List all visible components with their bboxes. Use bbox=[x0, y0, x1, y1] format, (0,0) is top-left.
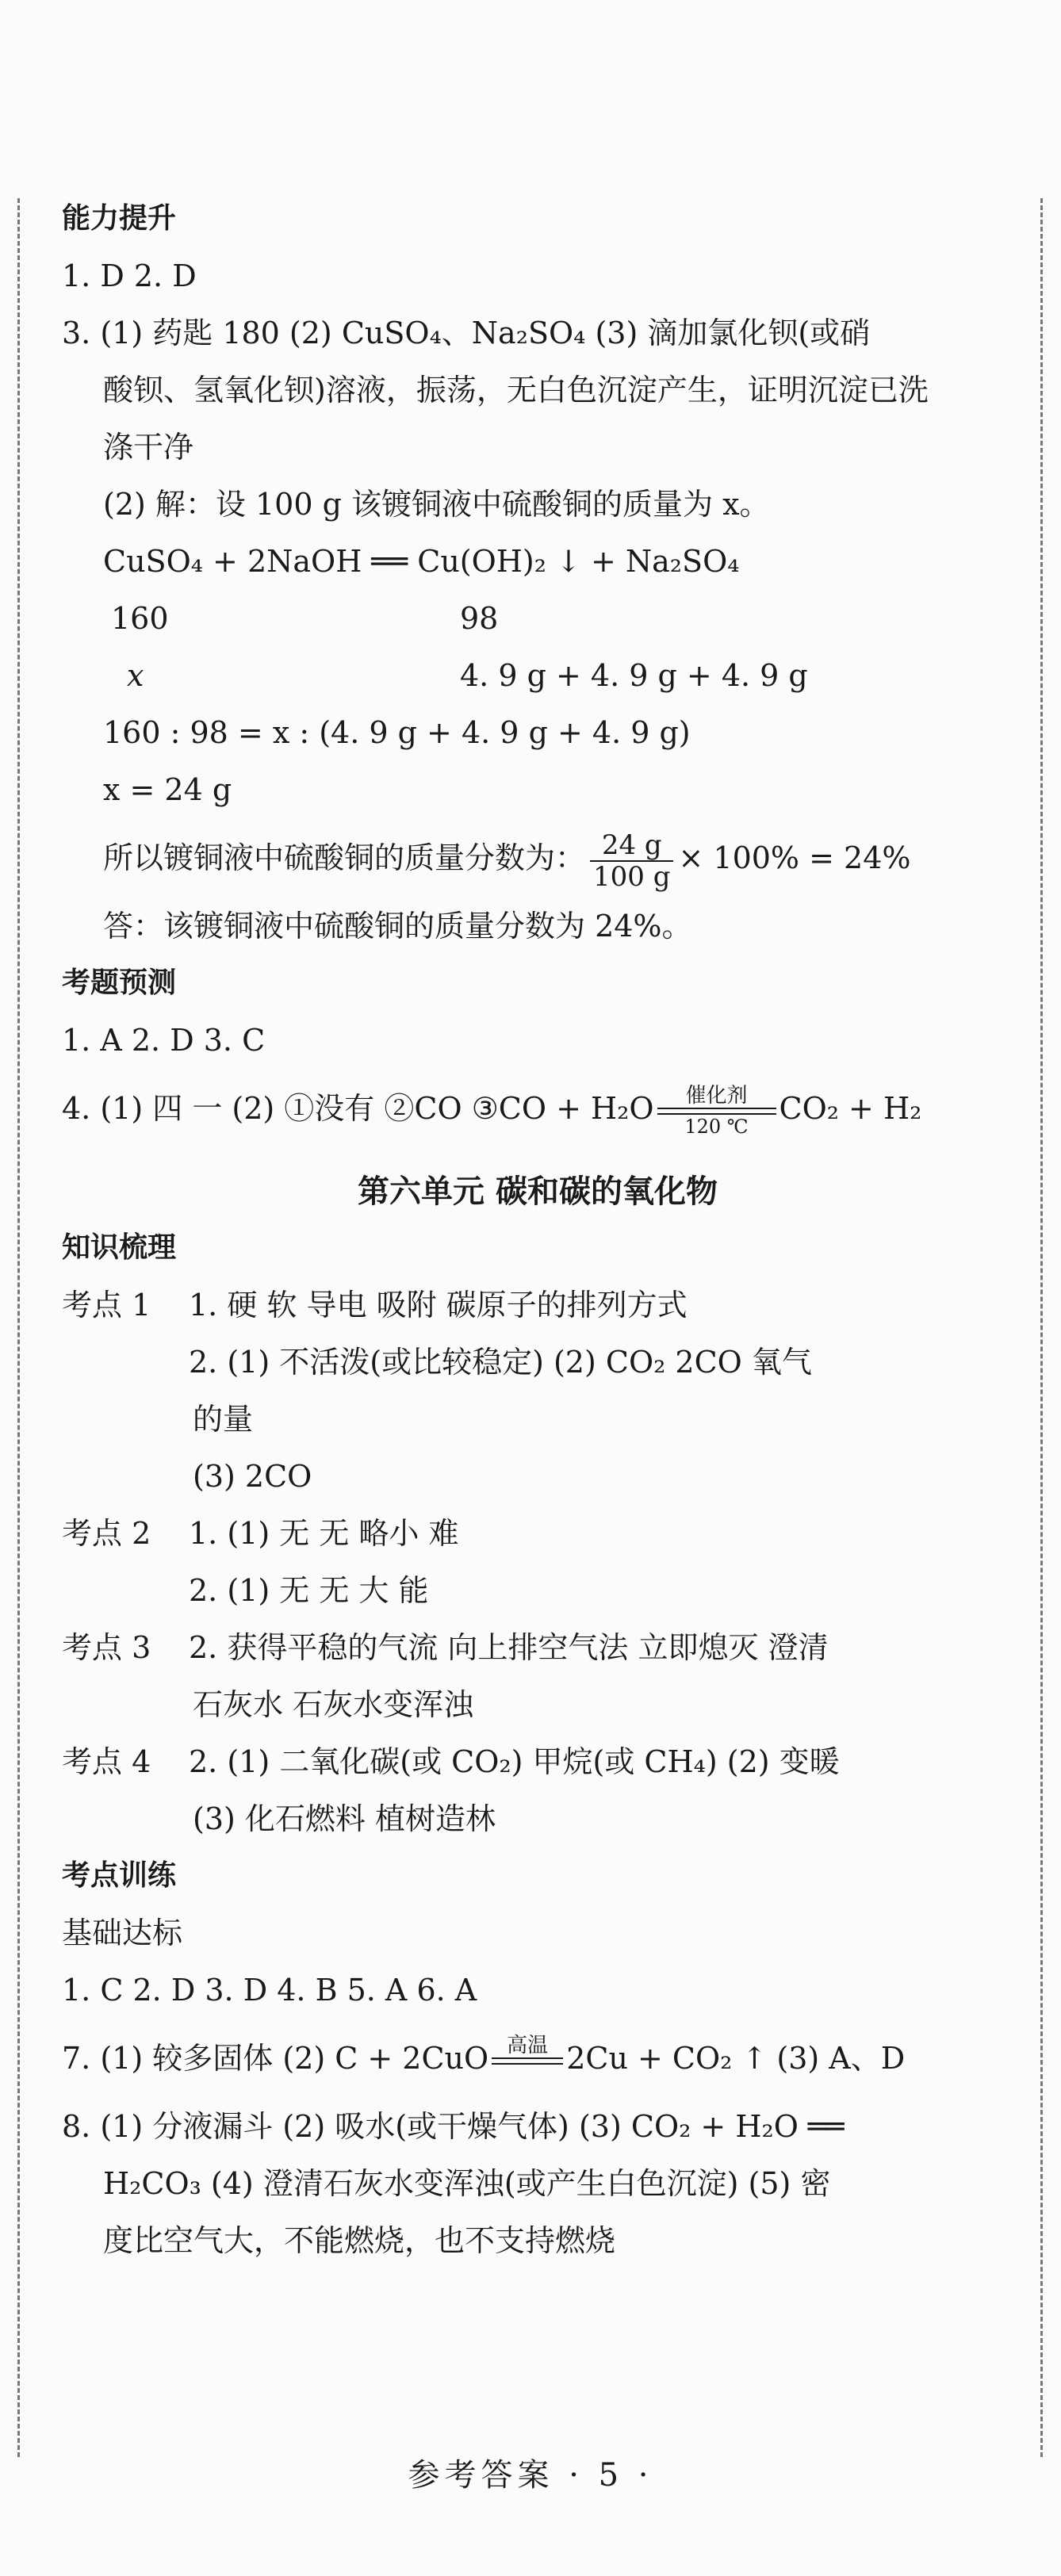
answer-line: 酸钡、氢氧化钡)溶液，振荡，无白色沉淀产生，证明沉淀已洗 bbox=[103, 373, 929, 408]
mass-label: 4. 9 g + 4. 9 g + 4. 9 g bbox=[460, 658, 808, 693]
reaction-condition bbox=[492, 2034, 563, 2088]
section-header-knowledge: 知识梳理 bbox=[62, 1231, 177, 1264]
answer-line: 1. A 2. D 3. C bbox=[62, 1023, 266, 1058]
kaodian-text: 1. (1) 无 无 略小 难 bbox=[189, 1516, 459, 1551]
kaodian-text: 石灰水 石灰水变浑浊 bbox=[193, 1687, 474, 1722]
kaodian-text: 2. 获得平稳的气流 向上排空气法 立即熄灭 澄清 bbox=[189, 1630, 829, 1665]
reaction-right: CO₂ + H₂ bbox=[779, 1091, 922, 1126]
equation-row bbox=[62, 590, 1013, 647]
reaction-left: 4. (1) 四 一 (2) ①没有 ②CO ③CO + H₂O bbox=[62, 1091, 654, 1126]
kaodian-row bbox=[62, 1505, 1013, 1562]
answer-line: 3. (1) 药匙 180 (2) CuSO₄、Na₂SO₄ (3) 滴加氯化钡(或硝 bbox=[62, 316, 871, 350]
kaodian-text: 2. (1) 无 无 大 能 bbox=[189, 1573, 429, 1608]
fraction-prefix: 所以镀铜液中硫酸铜的质量分数为： bbox=[103, 840, 586, 875]
page-edge-right-dashed bbox=[1040, 198, 1043, 2457]
subsection-label: 基础达标 bbox=[62, 1916, 183, 1950]
result-line: x = 24 g bbox=[103, 772, 232, 807]
kaodian-row bbox=[62, 1277, 1013, 1334]
kaodian-label: 考点 4 bbox=[62, 1744, 151, 1779]
answer-line: 涤干净 bbox=[103, 430, 194, 465]
fraction-denominator: 100 g bbox=[593, 860, 671, 893]
answer-line: 8. (1) 分液漏斗 (2) 吸水(或干燥气体) (3) CO₂ + H₂O ══ bbox=[62, 2109, 845, 2144]
mass-label: 98 bbox=[460, 601, 499, 636]
kaodian-text: 的量 bbox=[193, 1402, 254, 1437]
catalyst-label: 催化剂 bbox=[685, 1084, 748, 1108]
page-footer: 参考答案 · 5 · bbox=[408, 2457, 653, 2494]
fraction-numerator: 24 g bbox=[590, 830, 673, 862]
answer-line: H₂CO₃ (4) 澄清石灰水变浑浊(或产生白色沉淀) (5) 密 bbox=[103, 2166, 831, 2201]
kaodian-row bbox=[62, 1619, 1013, 1676]
equals-sign bbox=[492, 2057, 563, 2065]
reaction-left: 7. (1) 较多固体 (2) C + 2CuO bbox=[62, 2041, 489, 2076]
kaodian-text: (3) 化石燃料 植树造林 bbox=[193, 1801, 496, 1836]
section-header-ability: 能力提升 bbox=[62, 202, 177, 235]
page-edge-left-dashed bbox=[17, 198, 20, 2457]
chemical-equation: CuSO₄ + 2NaOH ══ Cu(OH)₂ ↓ + Na₂SO₄ bbox=[103, 544, 740, 579]
section-header-prediction: 考题预测 bbox=[62, 966, 177, 999]
answer-statement: 答：该镀铜液中硫酸铜的质量分数为 24%。 bbox=[103, 909, 692, 944]
kaodian-text: 2. (1) 二氧化碳(或 CO₂) 甲烷(或 CH₄) (2) 变暖 bbox=[189, 1744, 840, 1779]
answer-line: 1. C 2. D 3. D 4. B 5. A 6. A bbox=[62, 1973, 477, 2008]
equation-row bbox=[62, 647, 1013, 704]
answer-line: 1. D 2. D bbox=[62, 258, 197, 293]
condition-spacer bbox=[492, 2065, 563, 2088]
temperature-label: 120 ℃ bbox=[684, 1116, 749, 1138]
kaodian-text: 1. 硬 软 导电 吸附 碳原子的排列方式 bbox=[189, 1288, 688, 1322]
kaodian-row bbox=[62, 1733, 1013, 1790]
answer-content bbox=[62, 190, 1013, 2269]
kaodian-text: (3) 2CO bbox=[193, 1459, 312, 1494]
unknown-label: x bbox=[127, 658, 144, 693]
reaction-condition bbox=[657, 1084, 776, 1139]
kaodian-label: 考点 3 bbox=[62, 1630, 151, 1665]
kaodian-label: 考点 1 bbox=[62, 1288, 151, 1322]
unit-title: 第六单元 碳和碳的氧化物 bbox=[358, 1173, 718, 1210]
fraction bbox=[590, 830, 673, 892]
section-header-training: 考点训练 bbox=[62, 1859, 177, 1892]
fraction-suffix: × 100% = 24% bbox=[678, 840, 911, 875]
kaodian-label: 考点 2 bbox=[62, 1516, 151, 1551]
fraction-line bbox=[62, 818, 1013, 898]
ratio-line: 160 : 98 = x : (4. 9 g + 4. 9 g + 4. 9 g) bbox=[103, 715, 691, 750]
answer-line-with-condition bbox=[62, 1069, 1013, 1148]
mass-label: 160 bbox=[111, 601, 169, 636]
equals-sign bbox=[657, 1108, 776, 1115]
reaction-right: 2Cu + CO₂ ↑ (3) A、D bbox=[566, 2041, 906, 2076]
answer-line: 度比空气大，不能燃烧，也不支持燃烧 bbox=[103, 2223, 616, 2258]
answer-line-with-condition bbox=[62, 2019, 1013, 2098]
kaodian-text: 2. (1) 不活泼(或比较稳定) (2) CO₂ 2CO 氧气 bbox=[189, 1345, 812, 1380]
high-temp-label: 高温 bbox=[507, 2034, 549, 2057]
answer-line: (2) 解：设 100 g 该镀铜液中硫酸铜的质量为 x。 bbox=[103, 487, 770, 522]
